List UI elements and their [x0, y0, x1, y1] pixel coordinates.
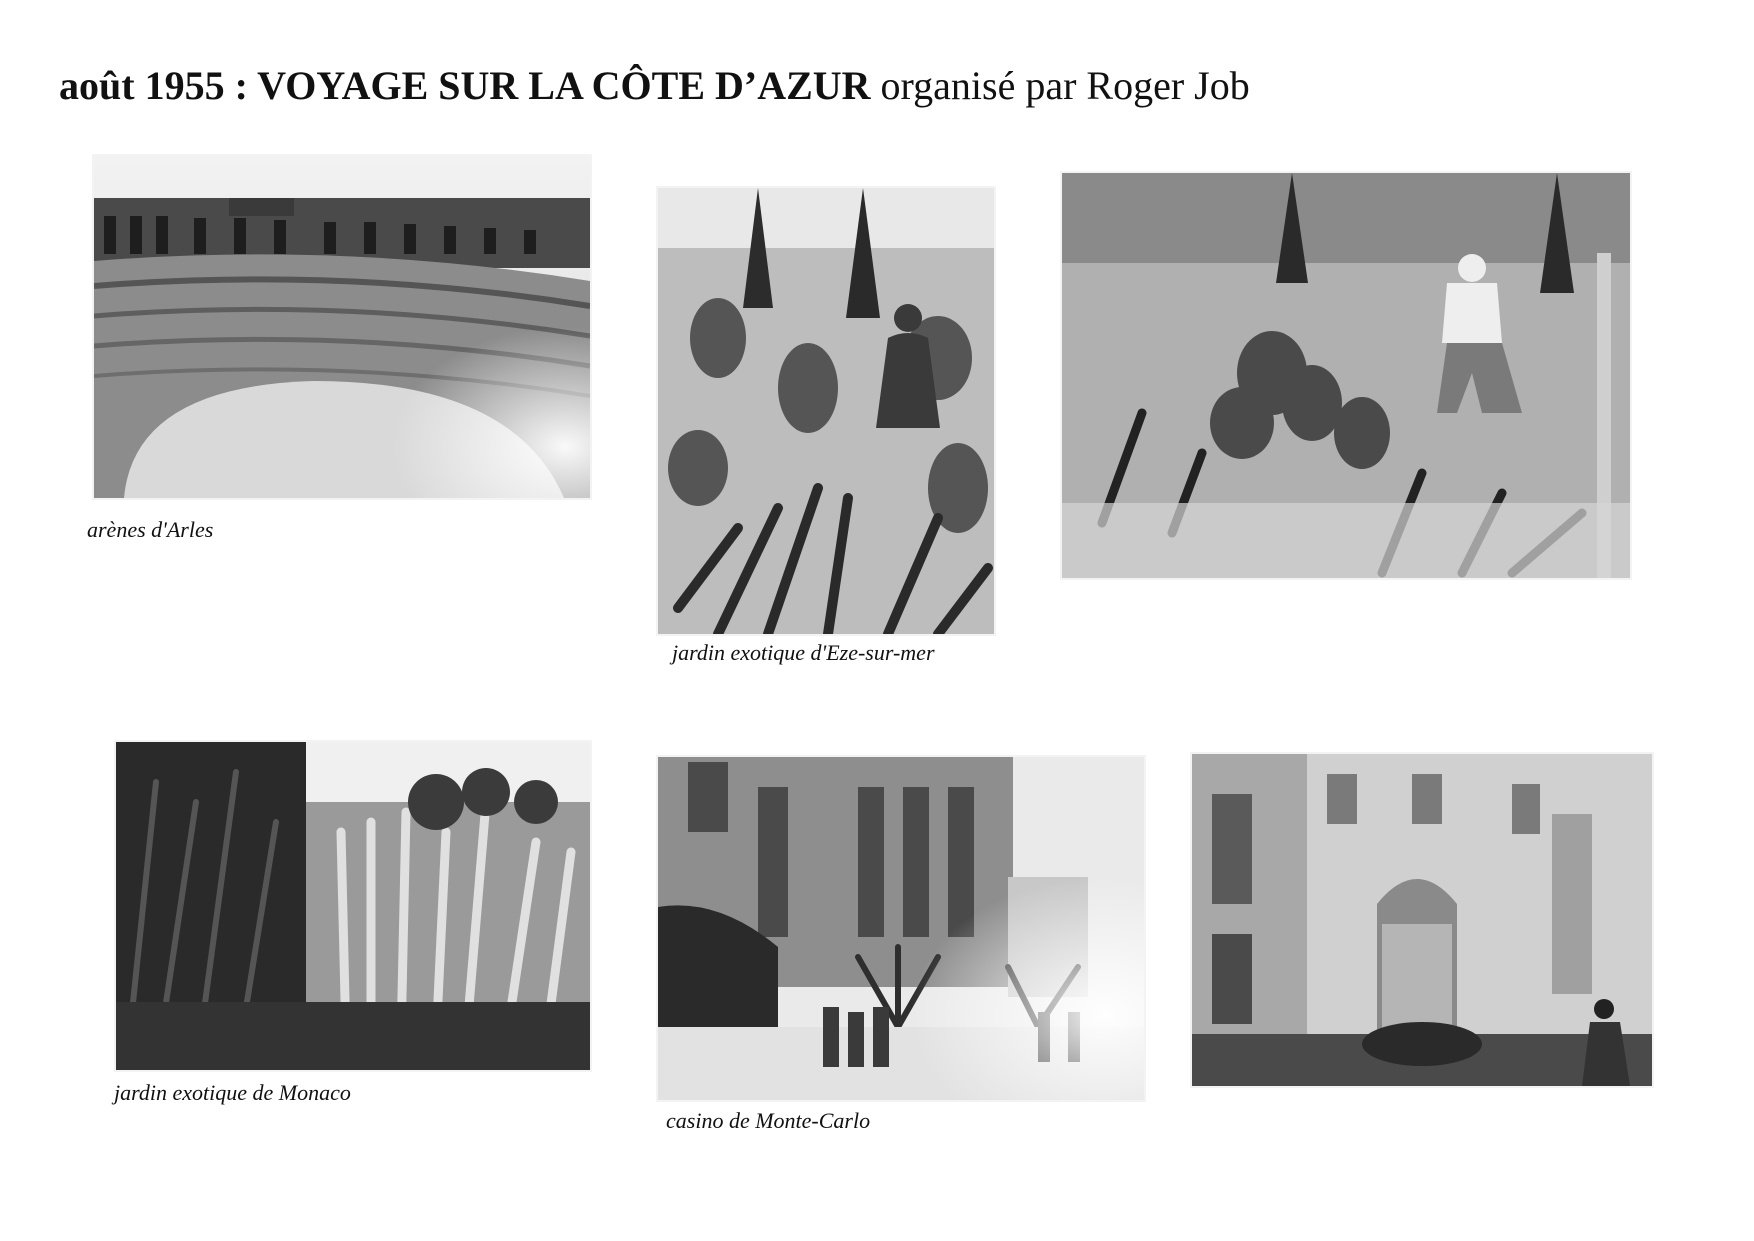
caption-arles: arènes d'Arles [87, 517, 214, 542]
title-bold: août 1955 : VOYAGE SUR LA CÔTE D’AZUR [59, 63, 871, 108]
caption-eze: jardin exotique d'Eze-sur-mer [672, 640, 935, 665]
photo-monaco-garden [116, 742, 590, 1070]
photo-casino-monte-carlo [658, 757, 1144, 1100]
caption-monaco: jardin exotique de Monaco [114, 1080, 351, 1105]
caption-casino: casino de Monte-Carlo [666, 1108, 871, 1133]
page-title [59, 62, 1250, 110]
title-rest: organisé par Roger Job [870, 63, 1250, 108]
photo-eze-garden [658, 188, 994, 634]
photo-casino-facade [1192, 754, 1652, 1086]
photo-cactus-garden [1062, 173, 1630, 578]
photo-arles-arena [94, 156, 590, 498]
